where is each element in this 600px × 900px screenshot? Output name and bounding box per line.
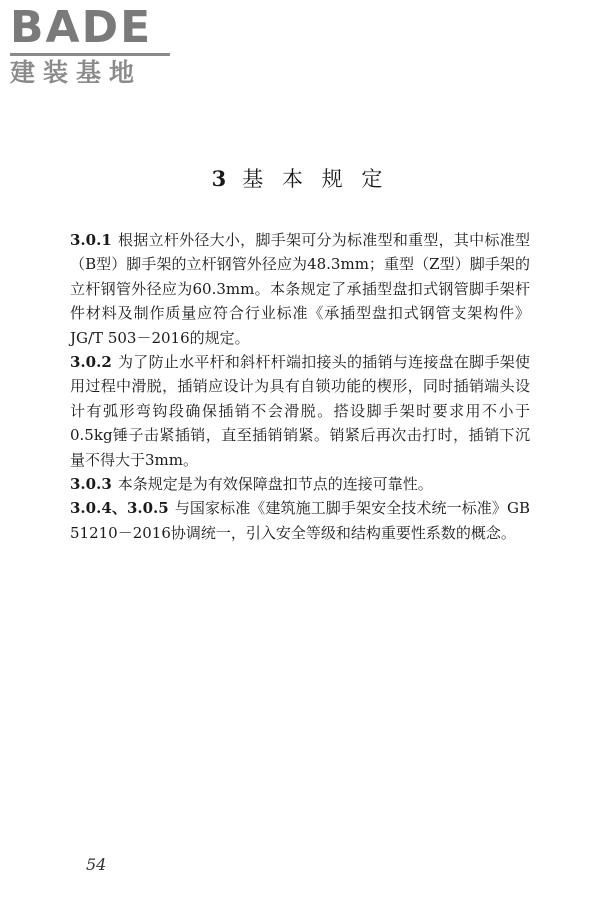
clause-text: 为了防止水平杆和斜杆杆端扣接头的插销与连接盘在脚手架使用过程中滑脱，插销应设计为具有自锁功能的楔形，同时插销端头设计有弧形弯钩段确保插销不会滑脱。搭设脚手架时要求用不小于0.5kg锤子击紧插销，直至插销销紧。销紧后再次击打时，插销下沉量不得大于3mm。 bbox=[70, 353, 530, 469]
clause-paragraph bbox=[70, 472, 530, 496]
clause-paragraph bbox=[70, 228, 530, 350]
logo-divider bbox=[10, 53, 170, 56]
clause-number: 3.0.3 bbox=[70, 475, 112, 494]
logo-subtitle: 建装基地 bbox=[10, 58, 143, 87]
clause-paragraph bbox=[70, 496, 530, 545]
clause-paragraph bbox=[70, 350, 530, 472]
chapter-title: 基 本 规 定 bbox=[242, 167, 389, 191]
clause-number: 3.0.4、3.0.5 bbox=[70, 499, 169, 518]
clause-list bbox=[70, 228, 530, 545]
clause-text: 与国家标准《建筑施工脚手架安全技术统一标准》GB 51210－2016协调统一，引入安全等级和结构重要性系数的概念。 bbox=[70, 499, 530, 542]
chapter-number: 3 bbox=[211, 166, 233, 191]
clause-text: 根据立杆外径大小，脚手架可分为标准型和重型，其中标准型（B型）脚手架的立杆钢管外径应为48.3mm；重型（Z型）脚手架的立杆钢管外径应为60.3mm。本条规定了承插型盘扣式钢管脚手架杆件材料及制作质量应符合行业标准《承插型盘扣式钢管支架构件》JG/T 503－2016的规定。 bbox=[70, 231, 530, 347]
clause-number: 3.0.2 bbox=[70, 353, 112, 372]
bade-logo bbox=[10, 2, 180, 88]
clause-number: 3.0.1 bbox=[70, 231, 112, 249]
clause-text: 本条规定是为有效保障盘扣节点的连接可靠性。 bbox=[117, 475, 433, 494]
page-number: 54 bbox=[86, 855, 107, 874]
chapter-heading bbox=[0, 163, 600, 193]
logo-wordmark: BADE bbox=[10, 2, 153, 53]
